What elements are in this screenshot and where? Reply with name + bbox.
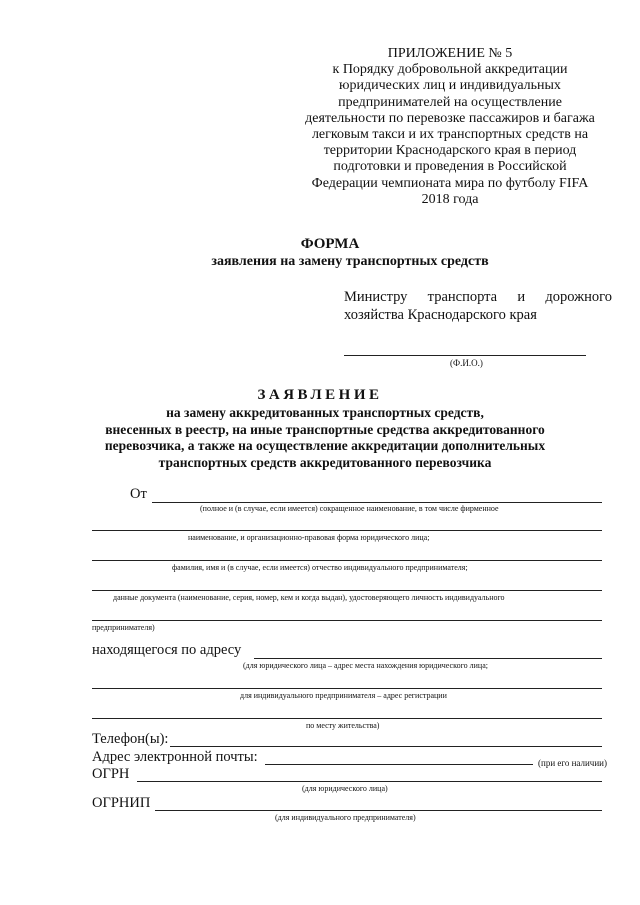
from-line-3[interactable] xyxy=(92,560,602,561)
declaration-title: ЗАЯВЛЕНИЕ xyxy=(257,387,383,403)
appendix-line: Федерации чемпионата мира по футболу FIFA xyxy=(311,175,589,191)
ogrnip-line[interactable] xyxy=(155,810,602,811)
declaration-subtitle-line: внесенных в реестр, на иные транспортные средства аккредитованного xyxy=(105,421,545,437)
ogrn-label: ОГРН xyxy=(92,766,130,782)
appendix-line: территории Краснодарского края в период xyxy=(323,143,577,159)
appendix-line: юридических лиц и индивидуальных xyxy=(339,78,561,94)
from-line-1[interactable] xyxy=(152,502,602,503)
fio-line[interactable] xyxy=(344,355,586,356)
from-caption-2: наименование, и организационно-правовая форма юридического лица; xyxy=(188,533,430,542)
addressee-line-2: хозяйства Краснодарского края xyxy=(344,307,537,323)
from-caption-3: фамилия, имя и (в случае, если имеется) отчество индивидуального предпринимателя; xyxy=(172,563,468,572)
address-caption-3: по месту жительства) xyxy=(306,721,380,730)
email-label: Адрес электронной почты: xyxy=(92,749,258,765)
appendix-line: легковым такси и их транспортных средств на xyxy=(311,127,589,143)
address-line-3[interactable] xyxy=(92,718,602,719)
from-caption-4: данные документа (наименование, серия, номер, кем и когда выдан), удостоверяющего личность индивидуального xyxy=(113,593,505,602)
declaration-subtitle-line: перевозчика, а также на осуществление аккредитации дополнительных xyxy=(104,438,546,453)
addressee-line-1: Министру транспорта и дорожного xyxy=(344,289,612,305)
from-line-5[interactable] xyxy=(92,620,602,621)
appendix-line: предпринимателей на осуществление xyxy=(338,94,562,110)
declaration-subtitle xyxy=(50,405,600,471)
appendix-line: 2018 года xyxy=(421,191,479,207)
address-line-1[interactable] xyxy=(254,658,602,659)
from-caption-1: (полное и (в случае, если имеется) сокращенное наименование, в том числе фирменное xyxy=(200,504,499,513)
address-caption-2: для индивидуального предпринимателя – адрес регистрации xyxy=(240,691,447,700)
appendix-header xyxy=(290,46,610,208)
form-subtitle: заявления на замену транспортных средств xyxy=(211,254,489,269)
from-line-2[interactable] xyxy=(92,530,602,531)
from-label: От xyxy=(130,486,147,502)
from-caption-5: предпринимателя) xyxy=(92,623,155,632)
ogrn-line[interactable] xyxy=(137,781,602,782)
appendix-line: к Порядку добровольной аккредитации xyxy=(332,62,568,78)
ogrn-caption: (для юридического лица) xyxy=(302,784,388,793)
declaration-subtitle-line: транспортных средств аккредитованного перевозчика xyxy=(158,454,492,470)
form-title: ФОРМА xyxy=(300,236,360,252)
appendix-line: ПРИЛОЖЕНИЕ № 5 xyxy=(387,46,513,61)
appendix-line: подготовки и проведения в Российской xyxy=(333,159,567,175)
fio-caption: (Ф.И.О.) xyxy=(450,358,483,368)
ogrnip-caption: (для индивидуального предпринимателя) xyxy=(275,813,416,822)
appendix-line: деятельности по перевозке пассажиров и багажа xyxy=(305,110,595,126)
address-line-2[interactable] xyxy=(92,688,602,689)
address-label: находящегося по адресу xyxy=(92,642,242,658)
ogrnip-label: ОГРНИП xyxy=(92,795,151,811)
address-caption-1: (для юридического лица – адрес места нахождения юридического лица; xyxy=(243,661,488,670)
declaration-subtitle-line: на замену аккредитованных транспортных средств, xyxy=(166,405,484,420)
phone-label: Телефон(ы): xyxy=(92,731,169,747)
phone-line[interactable] xyxy=(170,746,602,747)
email-note: (при его наличии) xyxy=(538,758,607,768)
from-line-4[interactable] xyxy=(92,590,602,591)
email-line[interactable] xyxy=(265,764,533,765)
